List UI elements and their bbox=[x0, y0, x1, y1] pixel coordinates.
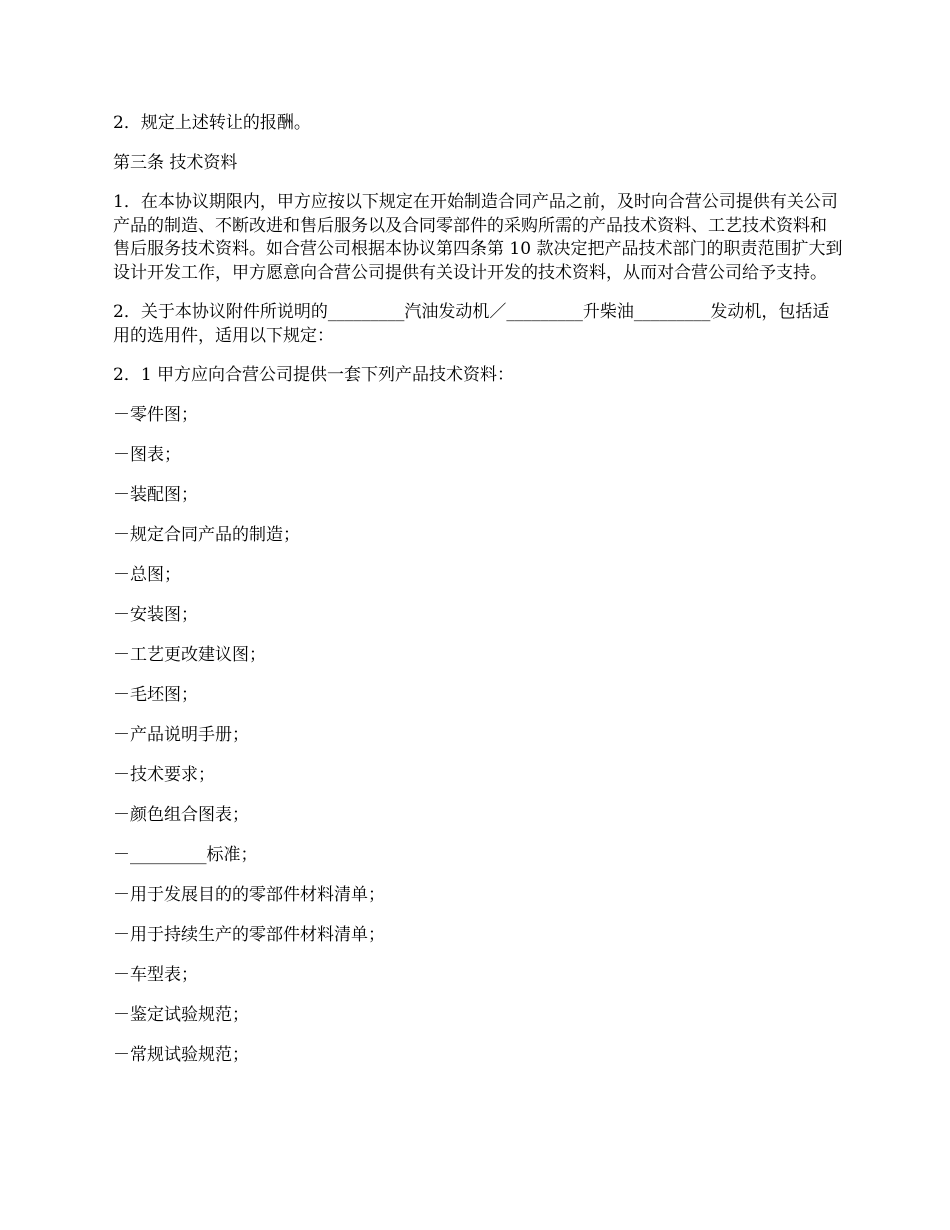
list-item: －总图； bbox=[113, 564, 181, 585]
paragraph-technical-data-provision: 1．在本协议期限内，甲方应按以下规定在开始制造合同产品之前，及时向合营公司提供有关公司产品的制造、不断改进和售后服务以及合同零部件的采购所需的产品技术资料、工艺技术资料和售后服务技术资料。如合营公司根据本协议第四条第 10 款决定把产品技术部门的职责范围扩大到设计开发工作，甲方愿意向合营公司提供有关设计开发的技术资料，从而对合营公司给予支持。 bbox=[113, 192, 843, 283]
list-item: －工艺更改建议图； bbox=[113, 644, 266, 665]
technical-data-list bbox=[113, 404, 843, 1068]
paragraph-data-list-intro: 2．1 甲方应向合营公司提供一套下列产品技术资料： bbox=[113, 365, 515, 385]
list-item: －鉴定试验规范； bbox=[113, 1004, 249, 1025]
list-item: －常规试验规范； bbox=[113, 1044, 249, 1065]
document-page bbox=[113, 112, 843, 1084]
list-item: －安装图； bbox=[113, 604, 198, 625]
list-item: －用于发展目的的零部件材料清单； bbox=[113, 884, 385, 905]
list-item: －技术要求； bbox=[113, 764, 215, 785]
list-item: －颜色组合图表； bbox=[113, 804, 249, 825]
paragraph-remuneration: 2．规定上述转让的报酬。 bbox=[113, 113, 311, 133]
list-item: －用于持续生产的零部件材料清单； bbox=[113, 924, 385, 945]
list-item: －图表； bbox=[113, 444, 181, 465]
list-item: －规定合同产品的制造； bbox=[113, 524, 300, 545]
paragraph-engine-provisions: 2．关于本协议附件所说明的_________汽油发动机／_________升柴油_________发动机，包括适用的选用件，适用以下规定： bbox=[113, 302, 830, 346]
list-item: －零件图； bbox=[113, 404, 198, 425]
list-item: －_________标准； bbox=[113, 844, 258, 865]
article-heading: 第三条 技术资料 bbox=[113, 152, 238, 173]
list-item: －车型表； bbox=[113, 964, 198, 985]
list-item: －产品说明手册； bbox=[113, 724, 249, 745]
list-item: －装配图； bbox=[113, 484, 198, 505]
list-item: －毛坯图； bbox=[113, 684, 198, 705]
